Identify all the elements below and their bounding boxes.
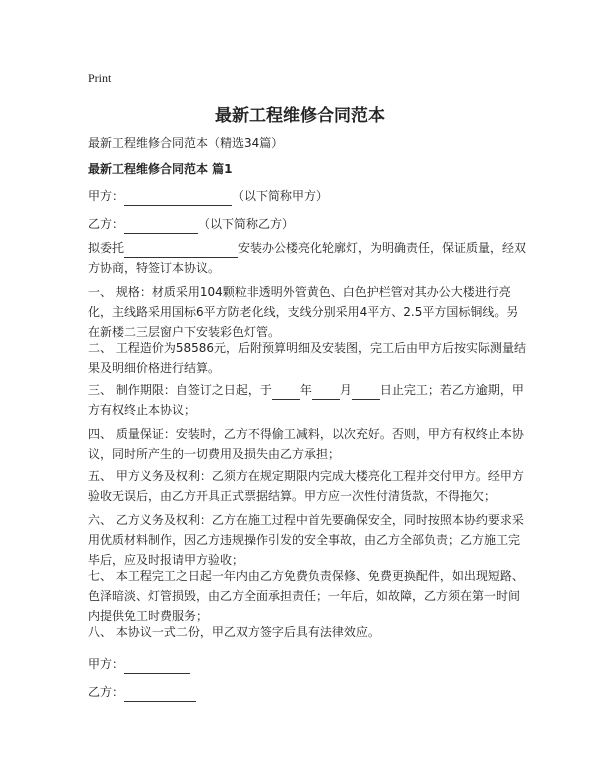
- entrust-blank: [124, 243, 238, 258]
- party-a-label: 甲方：: [88, 189, 125, 203]
- page-title: 最新工程维修合同范本: [215, 106, 385, 126]
- intro-prefix: 拟委托: [88, 241, 125, 255]
- clause-2: 二、 工程造价为58586元，后附预算明细及安装图，完工后由甲方后按实际测量结果及明细价格进行结算。: [88, 341, 526, 375]
- signature-b-line: [88, 682, 528, 702]
- sign-b-label: 乙方：: [88, 685, 125, 699]
- clause-5: 五、 甲方义务及权利：乙须方在规定期限内完成大楼亮化工程并交付甲方。经甲方验收无误后，由乙方开具正式票据结算。甲方应一次性付清货款，不得拖欠；: [88, 469, 524, 503]
- month-blank: [312, 385, 340, 400]
- party-a-blank: [124, 191, 232, 206]
- clause-6: 六、 乙方义务及权利：乙方在施工过程中首先要确保安全，同时按照本协约要求采用优质材料制作，因乙方违规操作引发的安全事故，由乙方全部负责；乙方施工完毕后，应及时报请甲方验收；: [88, 513, 524, 567]
- clause-4: 四、 质量保证：安装时，乙方不得偷工减料，以次充好。否则，甲方有权终止本协议，同时所产生的一切费用及损失由乙方承担；: [88, 427, 524, 461]
- sign-b-blank: [124, 687, 196, 702]
- party-b-line: [88, 214, 528, 234]
- period-prefix: 三、 制作期限：自签订之日起，于: [88, 383, 272, 397]
- party-b-blank: [124, 219, 198, 234]
- party-a-note: （以下简称甲方）: [232, 189, 329, 203]
- clause-3: [88, 380, 528, 420]
- clause-8: 八、 本协议一式二份，甲乙双方签字后具有法律效应。: [88, 625, 380, 639]
- signature-a-line: [88, 654, 528, 674]
- period-month: 月: [339, 383, 352, 397]
- clause-7: 七、 本工程完工之日起一年内由乙方免费负责保修、免费更换配件，如出现短路、色泽暗淡、灯管损毁，由乙方全面承担责任；一年后，如故障，乙方须在第一时间内提供免工时费服务；: [88, 569, 524, 623]
- intro-paragraph: [88, 238, 528, 278]
- party-a-line: [88, 186, 528, 206]
- document-subtitle: 最新工程维修合同范本（精选34篇）: [88, 136, 284, 150]
- party-b-note: （以下简称乙方）: [198, 217, 295, 231]
- intro-suffix: 安装办公楼亮化轮廓灯，为明确责任，保证质量，经双方协商，特签订本协议。: [88, 241, 527, 275]
- clause-1: 一、 规格：材质采用104颗粒非透明外管黄色、白色护栏管对其办公大楼进行亮化，主线路采用国标6平方防老化线，支线分别采用4平方、2.5平方国标铜线。另在新楼二三层窗户下安装彩色灯管。: [88, 285, 519, 339]
- period-year: 年: [299, 383, 312, 397]
- party-b-label: 乙方：: [88, 217, 125, 231]
- day-blank: [352, 385, 380, 400]
- period-suffix: 日止完工；若乙方逾期，甲方有权终止本协议；: [88, 383, 524, 417]
- sign-a-label: 甲方：: [88, 657, 125, 671]
- print-label: Print: [88, 71, 112, 85]
- section-title: 最新工程维修合同范本 篇1: [88, 162, 233, 176]
- year-blank: [272, 385, 300, 400]
- sign-a-blank: [124, 659, 190, 674]
